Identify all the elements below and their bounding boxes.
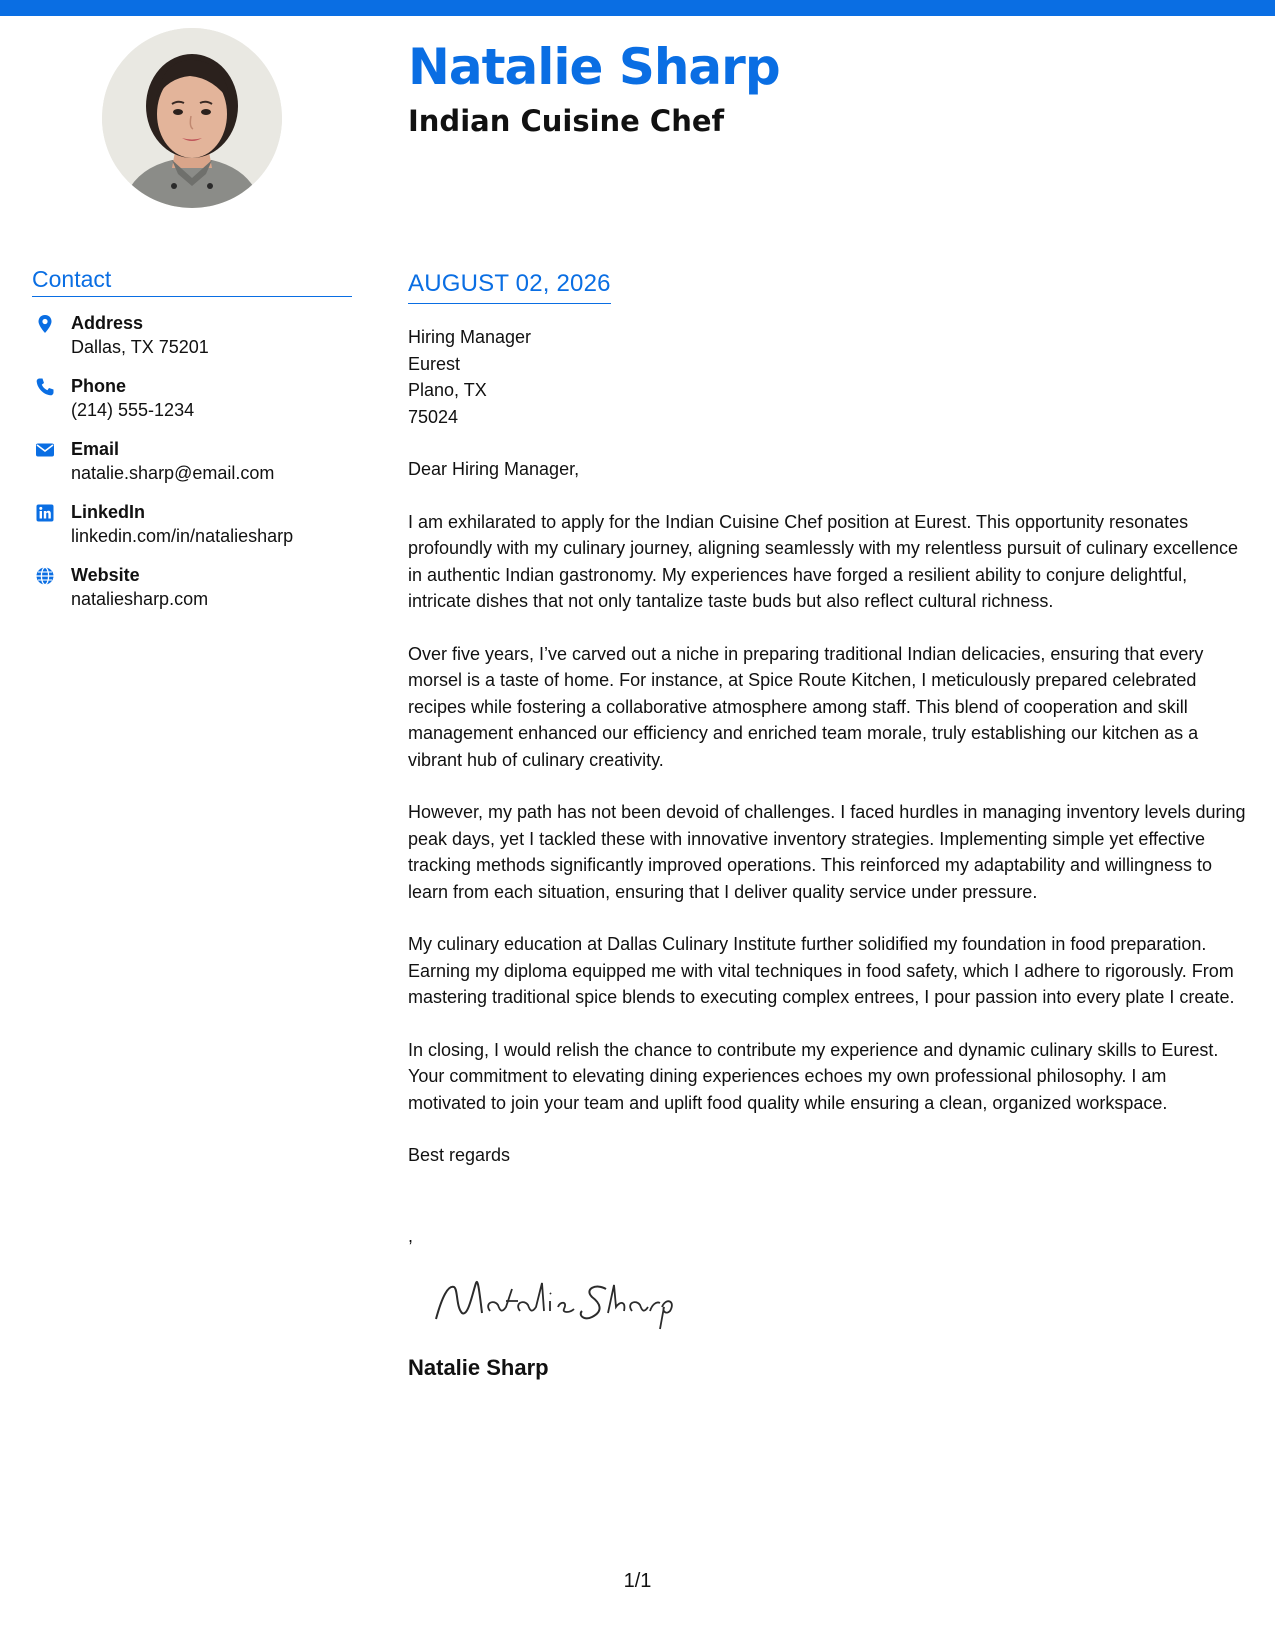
applicant-job-title: Indian Cuisine Chef <box>408 104 725 138</box>
recipient-line: Eurest <box>408 353 461 374</box>
contact-item-phone <box>32 374 352 437</box>
phone-icon <box>35 377 55 397</box>
recipient-line: Hiring Manager <box>408 327 532 347</box>
closing: Best regards <box>408 1145 511 1165</box>
contact-value[interactable]: natalie.sharp@email.com <box>71 463 275 483</box>
contact-label: Email <box>71 439 120 459</box>
contact-label: LinkedIn <box>71 502 146 522</box>
recipient-line: 75024 <box>408 406 459 427</box>
letter-paragraph: I am exhilarated to apply for the Indian Cuisine Chef position at Eurest. This opportunity resonates profoundly with my culinary journey, aligning seamlessly with my relentless pursuit of culinary excellence in authentic Indian gastronomy. My experiences have forged a resilient ability to conjure delightful, intricate dishes that not only tantalize taste buds but also reflect cultural richness. <box>408 511 1239 611</box>
profile-photo <box>102 28 282 208</box>
contact-label: Address <box>71 313 144 333</box>
envelope-icon <box>35 440 55 460</box>
contact-value: (214) 555-1234 <box>71 400 195 420</box>
top-accent-bar <box>0 0 1275 16</box>
letter-date: AUGUST 02, 2026 <box>408 270 611 304</box>
map-pin-icon <box>35 314 55 334</box>
contact-heading: Contact <box>32 266 352 297</box>
contact-item-website <box>32 563 352 626</box>
letter-paragraph: In closing, I would relish the chance to contribute my experience and dynamic culinary skills to Eurest. Your commitment to elevating dining experiences echoes my own professional philosophy. I am motivated to join your team and uplift food quality while ensuring a clean, organized workspace. <box>408 1039 1219 1113</box>
contact-label: Website <box>71 565 140 585</box>
linkedin-icon <box>35 503 55 523</box>
recipient-line: Plano, TX <box>408 380 487 400</box>
signer-name: Natalie Sharp <box>408 1355 549 1380</box>
letter-paragraph: Over five years, I’ve carved out a niche in preparing traditional Indian delicacies, ensuring that every morsel is a taste of home. For instance, at Spice Route Kitchen, I meticulously prepared celebrated recipes while fostering a collaborative atmosphere among staff. This blend of cooperation and skill management enhanced our efficiency and enriched team morale, truly establishing our kitchen as a vibrant hub of culinary creativity. <box>408 643 1204 770</box>
contact-item-linkedin <box>32 500 352 563</box>
letter-paragraph: However, my path has not been devoid of challenges. I faced hurdles in managing inventory levels during peak days, yet I tackled these with innovative inventory strategies. Implementing simple yet effective tracking methods significantly improved operations. This reinforced my adaptability and willingness to learn from each situation, ensuring that I deliver quality service under pressure. <box>408 802 1246 902</box>
contact-sidebar <box>32 266 352 626</box>
letter-paragraph: My culinary education at Dallas Culinary Institute further solidified my foundation in food preparation. Earning my diploma equipped me with vital techniques in food safety, which I adhere to rigorously. From mastering traditional spice blends to executing complex entrees, I pour passion into every plate I create. <box>408 934 1235 1007</box>
contact-item-address <box>32 311 352 374</box>
contact-value[interactable]: linkedin.com/in/nataliesharp <box>71 526 294 546</box>
contact-value: Dallas, TX 75201 <box>71 337 209 357</box>
contact-item-email <box>32 437 352 500</box>
page-number: 1/1 <box>623 1570 652 1592</box>
recipient-block <box>408 324 1248 430</box>
applicant-name: Natalie Sharp <box>408 38 780 96</box>
closing-comma: , <box>408 1225 414 1246</box>
handwritten-signature <box>428 1267 688 1337</box>
contact-label: Phone <box>71 376 127 396</box>
globe-icon <box>35 566 55 586</box>
contact-list <box>32 311 352 626</box>
contact-value[interactable]: nataliesharp.com <box>71 589 209 609</box>
letter-body <box>408 270 1248 1381</box>
salutation: Dear Hiring Manager, <box>408 459 580 479</box>
